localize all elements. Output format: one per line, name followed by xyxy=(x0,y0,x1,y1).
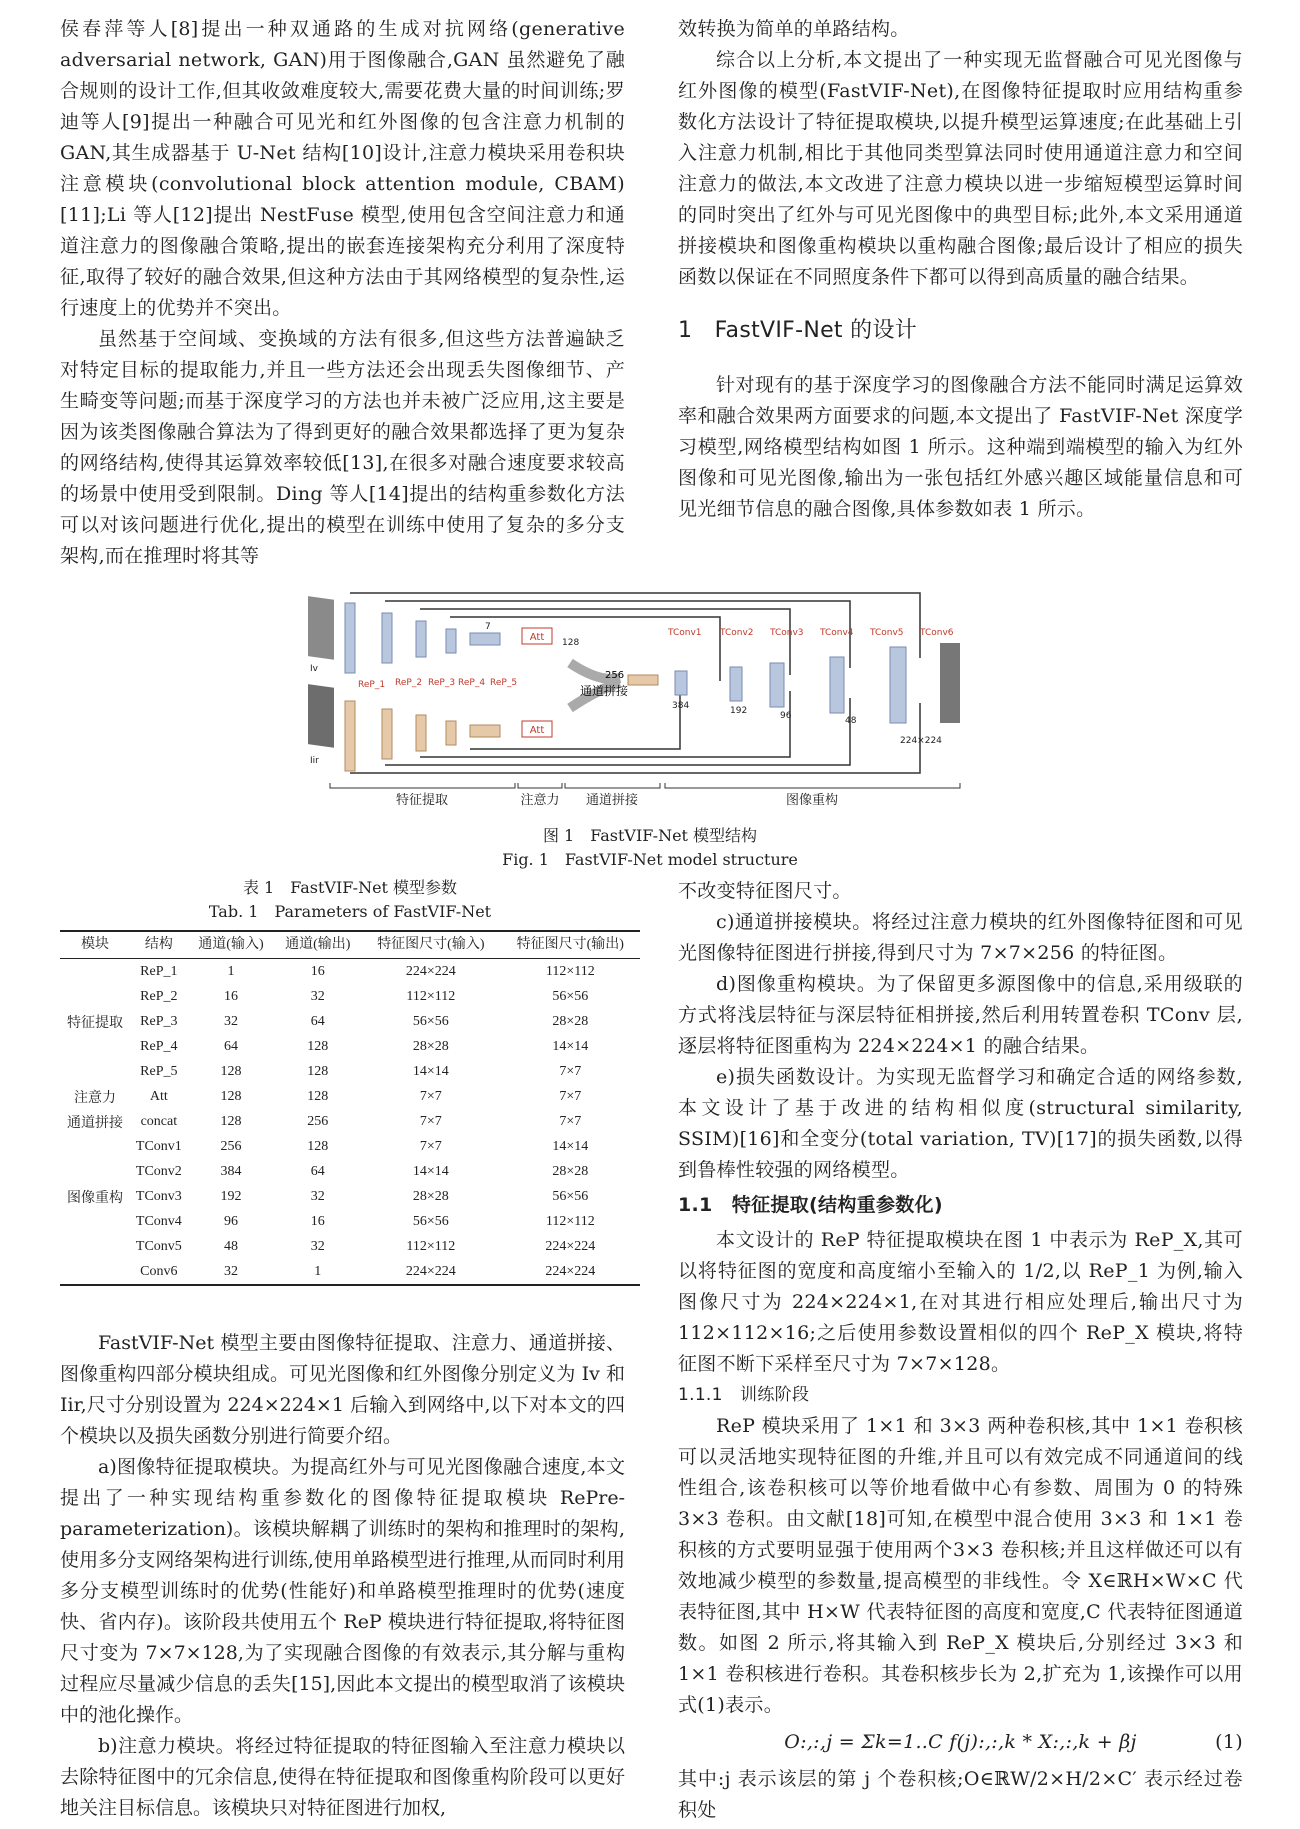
tconv2-label: TConv2 xyxy=(720,628,754,638)
tconv6-label: TConv6 xyxy=(920,628,954,638)
table-row xyxy=(60,1134,640,1159)
table-cell xyxy=(60,1059,130,1084)
table-cell: 128 xyxy=(307,1138,329,1154)
n96-label: 96 xyxy=(780,711,792,721)
table-cell: 112×112 xyxy=(545,1213,595,1229)
table-caption-en: Tab. 1 Parameters of FastVIF-Net xyxy=(208,902,492,921)
table-cell: 256 xyxy=(220,1138,242,1154)
table-cell: Conv6 xyxy=(130,1259,187,1285)
rep3-label: ReP_3 xyxy=(428,678,456,688)
equation-body: O:,:,j = Σk=1..C f(j):,:,k * X:,:,k + βj xyxy=(784,1731,1137,1753)
table-row xyxy=(60,1109,640,1134)
table-row xyxy=(60,1259,640,1285)
table-cell: 128 xyxy=(220,1113,242,1129)
table-cell: TConv4 xyxy=(135,1213,182,1229)
table-cell: TConv1 xyxy=(135,1138,182,1154)
paragraph: 效转换为简单的单路结构。 xyxy=(678,18,910,40)
table-cell: 128 xyxy=(307,1038,329,1054)
col-header: 特征图尺寸(输入) xyxy=(361,931,500,959)
table-row xyxy=(60,1009,640,1034)
table-cell xyxy=(60,1259,130,1285)
group-concat: 通道拼接 xyxy=(585,793,639,808)
table-cell: ReP_5 xyxy=(140,1063,178,1079)
table-header-row xyxy=(60,931,640,959)
n48-label: 48 xyxy=(845,716,857,726)
table-cell: Att xyxy=(149,1088,168,1104)
att-label-bottom: Att xyxy=(529,725,545,736)
table-cell: ReP_4 xyxy=(140,1038,178,1054)
n384-label: 384 xyxy=(672,701,690,711)
table-cell: 7×7 xyxy=(559,1113,582,1129)
n256-label: 256 xyxy=(605,670,625,681)
table-cell: 32 xyxy=(310,988,325,1004)
table-cell: 112×112 xyxy=(406,988,456,1004)
table-cell: 1 xyxy=(274,1259,361,1285)
table-cell: 32 xyxy=(223,1013,238,1029)
table-row xyxy=(60,1234,640,1259)
table-cell: 56×56 xyxy=(412,1013,449,1029)
left-column-bottom xyxy=(60,1328,625,1824)
table-row xyxy=(60,1209,640,1234)
table-cell: 64 xyxy=(310,1163,325,1179)
table-row xyxy=(60,984,640,1009)
paragraph: 本文设计的 ReP 特征提取模块在图 1 中表示为 ReP_X,其可以将特征图的宽度和高度缩小至输入的 1/2,以 ReP_1 为例,输入图像尺寸为 224×224×1,在对其进行相应处理后,输出尺寸为 112×112×16;之后使用参数设置相似的四个 ReP_X 模块,将特征图不断下采样至尺寸为 7×7×128。 xyxy=(678,1229,1243,1375)
table-cell: 28×28 xyxy=(552,1013,589,1029)
table-cell: 56×56 xyxy=(552,988,589,1004)
table-cell: 14×14 xyxy=(412,1063,449,1079)
table-cell xyxy=(60,1034,130,1059)
table-cell: 14×14 xyxy=(552,1038,589,1054)
right-column-bottom xyxy=(678,876,1243,1826)
figure-caption-cn: 图 1 FastVIF-Net 模型结构 xyxy=(542,826,758,845)
table-cell: 128 xyxy=(220,1088,242,1104)
table-cell: 特征提取 xyxy=(67,1015,124,1031)
table-cell: 112×112 xyxy=(406,1238,456,1254)
tconv1-label: TConv1 xyxy=(668,628,702,638)
table-cell: TConv2 xyxy=(135,1163,182,1179)
col-header: 特征图尺寸(输出) xyxy=(501,931,640,959)
paragraph: a)图像特征提取模块。为提高红外与可见光图像融合速度,本文提出了一种实现结构重参数化的图像特征提取模块 RePre-parameterization)。该模块解耦了训练时的架构和推理时的架构,使用多分支网络架构进行训练,使用单路模型进行推理,从而同时利用多分支模型训练时的优势(性能好)和单路模型推理时的优势(速度快、省内存)。该阶段共使用五个 ReP 模块进行特征提取,将特征图尺寸变为 7×7×128,为了实现融合图像的有效表示,其分解与重构过程应尽量减少信息的丢失[15],因此本文提出的模型取消了该模块中的池化操作。 xyxy=(60,1456,625,1726)
visible-image-thumbnail xyxy=(308,596,334,660)
paragraph: e)损失函数设计。为实现无监督学习和确定合适的网络参数,本文设计了基于改进的结构相似度(structural similarity, SSIM)[16]和全变分(total variation, TV)[17]的损失函数,以得到鲁棒性较强的网络模型。 xyxy=(678,1066,1243,1181)
paragraph: 针对现有的基于深度学习的图像融合方法不能同时满足运算效率和融合效果两方面要求的问题,本文提出了 FastVIF-Net 深度学习模型,网络模型结构如图 1 所示。这种端到端模型的输入为红外图像和可见光图像,输出为一张包括红外感兴趣区域能量信息和可见光细节信息的融合图像,具体参数如表 1 所示。 xyxy=(678,374,1243,520)
group-feature-extraction: 特征提取 xyxy=(395,793,449,808)
table-cell: 64 xyxy=(223,1038,238,1054)
table-cell xyxy=(60,1159,130,1184)
table-cell: 16 xyxy=(310,963,325,979)
table-cell: 通道拼接 xyxy=(67,1115,124,1131)
iv-label: Iv xyxy=(310,664,318,674)
table-cell: 128 xyxy=(307,1063,329,1079)
table-row xyxy=(60,1059,640,1084)
figure-1-model-structure xyxy=(300,583,1010,808)
col-header: 模块 xyxy=(60,931,130,959)
table-cell: 224×224 xyxy=(405,963,456,979)
table-cell: 56×56 xyxy=(552,1188,589,1204)
table-row xyxy=(60,1034,640,1059)
table-cell: 56×56 xyxy=(412,1213,449,1229)
table-cell: 112×112 xyxy=(545,963,595,979)
table-cell: ReP_1 xyxy=(140,963,178,979)
table-cell: 7×7 xyxy=(559,1088,582,1104)
subsubsection-heading: 1.1.1 训练阶段 xyxy=(678,1385,810,1405)
paragraph: 不改变特征图尺寸。 xyxy=(678,880,852,902)
paragraph: FastVIF-Net 模型主要由图像特征提取、注意力、通道拼接、图像重构四部分模块组成。可见光图像和红外图像分别定义为 Iv 和 Iir,尺寸分别设置为 224×224×1 后输入到网络中,以下对本文的四个模块以及损失函数分别进行简要介绍。 xyxy=(60,1332,625,1447)
table-cell: 14×14 xyxy=(412,1163,449,1179)
parameters-table xyxy=(60,930,640,1286)
table-cell: 64 xyxy=(310,1013,325,1029)
table-cell: 14×14 xyxy=(552,1138,589,1154)
table-1-wrapper xyxy=(60,876,640,1286)
n128-label: 128 xyxy=(562,638,580,648)
table-cell: 28×28 xyxy=(552,1163,589,1179)
table-row xyxy=(60,1084,640,1109)
table-cell xyxy=(60,1209,130,1234)
table-cell: 128 xyxy=(220,1063,242,1079)
table-cell: TConv3 xyxy=(135,1188,182,1204)
group-attention: 注意力 xyxy=(520,793,560,808)
tconv4-label: TConv4 xyxy=(820,628,854,638)
table-cell: 192 xyxy=(220,1188,242,1204)
table-cell: 32 xyxy=(310,1188,325,1204)
paragraph: c)通道拼接模块。将经过注意力模块的红外图像特征图和可见光图像特征图进行拼接,得到尺寸为 7×7×256 的特征图。 xyxy=(678,911,1243,964)
concat-label: 通道拼接 xyxy=(580,684,629,698)
table-cell: 48 xyxy=(223,1238,238,1254)
table-row xyxy=(60,1184,640,1209)
rep1-label: ReP_1 xyxy=(358,680,386,690)
table-cell: 32 xyxy=(188,1259,275,1285)
table-cell: 7×7 xyxy=(419,1138,442,1154)
table-cell: 224×224 xyxy=(545,1238,596,1254)
figure-caption-en: Fig. 1 FastVIF-Net model structure xyxy=(502,850,798,869)
tconv3-label: TConv3 xyxy=(770,628,804,638)
paragraph: 其中:j 表示该层的第 j 个卷积核;O∈ℝW/2×H/2×C′ 表示经过卷积处 xyxy=(678,1768,1243,1821)
table-cell: 224×224 xyxy=(361,1259,500,1285)
tconv5-label: TConv5 xyxy=(870,628,904,638)
paragraph: 综合以上分析,本文提出了一种实现无监督融合可见光图像与红外图像的模型(FastVIF-Net),在图像特征提取时应用结构重参数化方法设计了特征提取模块,以提升模型运算速度;在此基础上引入注意力机制,相比于其他同类型算法同时使用通道注意力和空间注意力的做法,本文改进了注意力模块以进一步缩短模型运算时间的同时突出了红外与可见光图像中的典型目标;此外,本文采用通道拼接模块和图像重构模块以重构融合图像;最后设计了相应的损失函数以保证在不同照度条件下都可以得到高质量的融合结果。 xyxy=(678,49,1243,288)
table-cell: ReP_3 xyxy=(140,1013,178,1029)
infrared-image-thumbnail xyxy=(308,684,334,748)
col-header: 通道(输入) xyxy=(188,931,275,959)
table-cell: concat xyxy=(140,1113,178,1129)
table-cell: 7×7 xyxy=(559,1063,582,1079)
fused-image-thumbnail xyxy=(940,643,960,723)
col-header: 通道(输出) xyxy=(274,931,361,959)
table-cell: 1 xyxy=(227,963,235,979)
left-column-top xyxy=(60,14,625,572)
table-caption-cn: 表 1 FastVIF-Net 模型参数 xyxy=(242,878,458,897)
equation-1 xyxy=(678,1727,1243,1758)
section-heading: 1 FastVIF-Net 的设计 xyxy=(678,318,918,343)
table-cell: 16 xyxy=(310,1213,325,1229)
table-cell: 224×224 xyxy=(501,1259,640,1285)
equation-number: (1) xyxy=(1215,1731,1243,1753)
paragraph: 虽然基于空间域、变换域的方法有很多,但这些方法普遍缺乏对特定目标的提取能力,并且一些方法还会出现丢失图像细节、产生畸变等问题;而基于深度学习的方法也并未被广泛应用,这主要是因为该类图像融合算法为了得到更好的融合效果都选择了更为复杂的网络结构,使得其运算效率较低[13],在很多对融合速度要求较高的场景中使用受到限制。Ding 等人[14]提出的结构重参数化方法可以对该问题进行优化,提出的模型在训练中使用了复杂的多分支架构,而在推理时将其等 xyxy=(60,328,625,567)
table-cell: 256 xyxy=(307,1113,329,1129)
table-cell xyxy=(60,984,130,1009)
col-header: 结构 xyxy=(130,931,187,959)
table-cell xyxy=(60,1234,130,1259)
rep4-label: ReP_4 xyxy=(458,678,486,688)
table-cell: 7×7 xyxy=(419,1088,442,1104)
table-cell: 32 xyxy=(310,1238,325,1254)
paragraph: b)注意力模块。将经过特征提取的特征图输入至注意力模块以去除特征图中的冗余信息,使得在特征提取和图像重构阶段可以更好地关注目标信息。该模块只对特征图进行加权, xyxy=(60,1735,625,1819)
table-cell: 384 xyxy=(220,1163,242,1179)
att-label-top: Att xyxy=(529,632,545,643)
n7-label: 7 xyxy=(485,622,491,632)
right-column-top xyxy=(678,14,1243,525)
table-cell: ReP_2 xyxy=(140,988,178,1004)
table-cell xyxy=(60,959,130,985)
paragraph: 侯春萍等人[8]提出一种双通路的生成对抗网络(generative adversarial network, GAN)用于图像融合,GAN 虽然避免了融合规则的设计工作,但其收敛难度较大,需要花费大量的时间训练;罗迪等人[9]提出一种融合可见光和红外图像的包含注意力机制的 GAN,其生成器基于 U-Net 结构[10]设计,注意力模块采用卷积块注意模块(convolutional block attention module, CBAM)[11];Li 等人[12]提出 NestFuse 模型,使用包含空间注意力和通道注意力的图像融合策略,提出的嵌套连接架构充分利用了深度特征,取得了较好的融合效果,但这种方法由于其网络模型的复杂性,运行速度上的优势并不突出。 xyxy=(60,18,625,319)
iir-label: Iir xyxy=(310,756,319,766)
paragraph: d)图像重构模块。为了保留更多源图像中的信息,采用级联的方式将浅层特征与深层特征相拼接,然后利用转置卷积 TConv 层,逐层将特征图重构为 224×224×1 的融合结果。 xyxy=(678,973,1243,1057)
rep2-label: ReP_2 xyxy=(395,678,423,688)
table-row xyxy=(60,1159,640,1184)
table-cell: 图像重构 xyxy=(67,1190,124,1206)
n192-label: 192 xyxy=(730,706,748,716)
table-cell: 7×7 xyxy=(419,1113,442,1129)
table-cell: 28×28 xyxy=(412,1038,449,1054)
table-cell: TConv5 xyxy=(135,1238,182,1254)
subsection-heading: 1.1 特征提取(结构重参数化) xyxy=(678,1194,943,1216)
table-cell: 96 xyxy=(223,1213,238,1229)
table-cell: 16 xyxy=(223,988,238,1004)
group-reconstruction: 图像重构 xyxy=(785,793,839,808)
table-cell: 128 xyxy=(307,1088,329,1104)
table-cell: 28×28 xyxy=(412,1188,449,1204)
table-cell xyxy=(60,1134,130,1159)
paragraph: ReP 模块采用了 1×1 和 3×3 两种卷积核,其中 1×1 卷积核可以灵活地实现特征图的升维,并且可以有效完成不同通道间的线性组合,该卷积核可以等价地看做中心有参数、周围为 0 的特殊 3×3 卷积。由文献[18]可知,在模型中混合使用 3×3 和 1×1 卷积核的方式要明显强于使用两个3×3 卷积核;并且这样做还可以有效地减少模型的参数量,提高模型的非线性。令 X∈ℝH×W×C 代表特征图,其中 H×W 代表特征图的高度和宽度,C 代表特征图通道数。如图 2 所示,将其输入到 ReP_X 模块后,分别经过 3×3 和 1×1 卷积核进行卷积。其卷积核步长为 2,扩充为 1,该操作可以用式(1)表示。 xyxy=(678,1415,1243,1716)
table-cell: 注意力 xyxy=(74,1090,117,1106)
s224-label: 224×224 xyxy=(900,736,942,746)
table-row xyxy=(60,959,640,985)
rep5-label: ReP_5 xyxy=(490,678,518,688)
